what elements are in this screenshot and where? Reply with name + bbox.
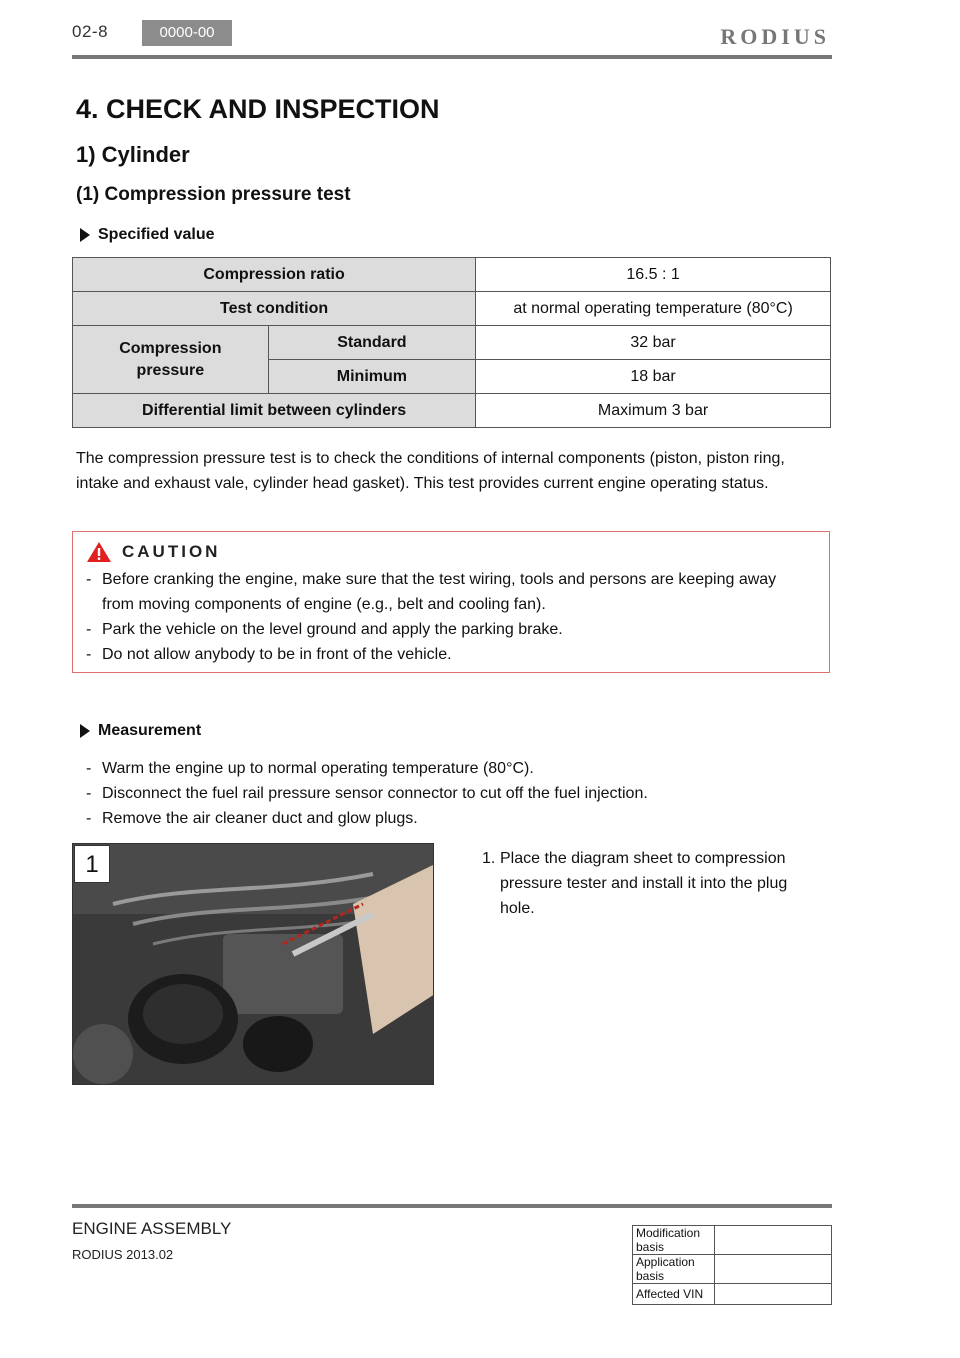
measurement-item-2: Disconnect the fuel rail pressure sensor connector to cut off the fuel injection. xyxy=(102,785,648,802)
condition-label: Test condition xyxy=(73,292,476,326)
caution-item-1: Before cranking the engine, make sure that the test wiring, tools and persons are keeping away from moving components of engine (e.g., belt and cooling fan). xyxy=(102,571,777,613)
diff-label: Differential limit between cylinders xyxy=(73,394,476,428)
specified-heading xyxy=(80,226,215,244)
application-basis-value xyxy=(715,1255,832,1284)
triangle-bullet-icon xyxy=(80,228,90,242)
standard-value: 32 bar xyxy=(476,326,831,360)
measurement-list xyxy=(86,756,806,831)
caution-title: CAUTION xyxy=(122,542,221,561)
table-row xyxy=(633,1226,832,1255)
engine-photo xyxy=(72,843,434,1085)
affected-vin-value xyxy=(715,1284,832,1305)
condition-value: at normal operating temperature (80°C) xyxy=(476,292,831,326)
code-badge: 0000-00 xyxy=(142,20,232,46)
list-item: - Warm the engine up to normal operating temperature (80°C). xyxy=(86,756,806,781)
caution-list xyxy=(86,567,806,667)
affected-vin-label: Affected VIN xyxy=(633,1284,715,1305)
modification-basis-value xyxy=(715,1226,832,1255)
table-row xyxy=(73,292,831,326)
figure-number: 1 xyxy=(74,845,110,883)
brand-logo: RODIUS xyxy=(720,24,830,49)
minimum-value: 18 bar xyxy=(476,360,831,394)
step-item xyxy=(482,846,812,921)
table-row xyxy=(73,258,831,292)
diff-value: Maximum 3 bar xyxy=(476,394,831,428)
pressure-label xyxy=(73,326,269,394)
measurement-item-3: Remove the air cleaner duct and glow plugs. xyxy=(102,810,418,827)
list-item: - Disconnect the fuel rail pressure sensor connector to cut off the fuel injection. xyxy=(86,781,806,806)
subsection-title: 1) Cylinder xyxy=(76,142,190,167)
caution-header xyxy=(86,541,220,563)
standard-label: Standard xyxy=(268,326,475,360)
ratio-value: 16.5 : 1 xyxy=(476,258,831,292)
warning-triangle-icon xyxy=(86,541,112,563)
measurement-item-1: Warm the engine up to normal operating temperature (80°C). xyxy=(102,760,534,777)
engine-photo-illustration xyxy=(73,844,434,1085)
footer-title: ENGINE ASSEMBLY xyxy=(72,1219,232,1238)
application-basis-label: Application basis xyxy=(633,1255,715,1284)
footer-date: RODIUS 2013.02 xyxy=(72,1247,174,1262)
modification-table xyxy=(632,1225,832,1305)
triangle-bullet-icon xyxy=(80,724,90,738)
spec-table xyxy=(72,257,831,428)
measurement-heading xyxy=(80,722,201,740)
footer-divider xyxy=(72,1204,832,1208)
ratio-label: Compression ratio xyxy=(73,258,476,292)
list-item: - Park the vehicle on the level ground and apply the parking brake. xyxy=(86,617,806,642)
subsubsection-title: (1) Compression pressure test xyxy=(76,184,351,205)
table-row xyxy=(633,1255,832,1284)
table-row xyxy=(73,326,831,360)
list-item: - Before cranking the engine, make sure that the test wiring, tools and persons are keeping away from moving components of engine (e.g., belt and cooling fan). xyxy=(86,567,806,617)
caution-item-2: Park the vehicle on the level ground and apply the parking brake. xyxy=(102,621,563,638)
specified-heading-label: Specified value xyxy=(98,226,215,243)
step-text: Place the diagram sheet to compression pressure tester and install it into the plug hole. xyxy=(500,850,788,917)
list-item: - Do not allow anybody to be in front of the vehicle. xyxy=(86,642,806,667)
minimum-label: Minimum xyxy=(268,360,475,394)
description-paragraph: The compression pressure test is to check the conditions of internal components (piston, piston ring, intake and exhaust vale, cylinder head gasket). This test provides current engine operating status. xyxy=(76,450,785,492)
page-number: 02-8 xyxy=(72,22,109,41)
list-item: - Remove the air cleaner duct and glow plugs. xyxy=(86,806,806,831)
caution-item-3: Do not allow anybody to be in front of the vehicle. xyxy=(102,646,452,663)
pressure-label-text: Compression pressure xyxy=(119,339,222,379)
table-row xyxy=(633,1284,832,1305)
modification-basis-label: Modification basis xyxy=(633,1226,715,1255)
section-title: 4. CHECK AND INSPECTION xyxy=(76,94,440,124)
step-number: 1. xyxy=(482,850,496,867)
measurement-heading-label: Measurement xyxy=(98,722,202,739)
table-row xyxy=(73,394,831,428)
header-divider xyxy=(72,55,832,59)
